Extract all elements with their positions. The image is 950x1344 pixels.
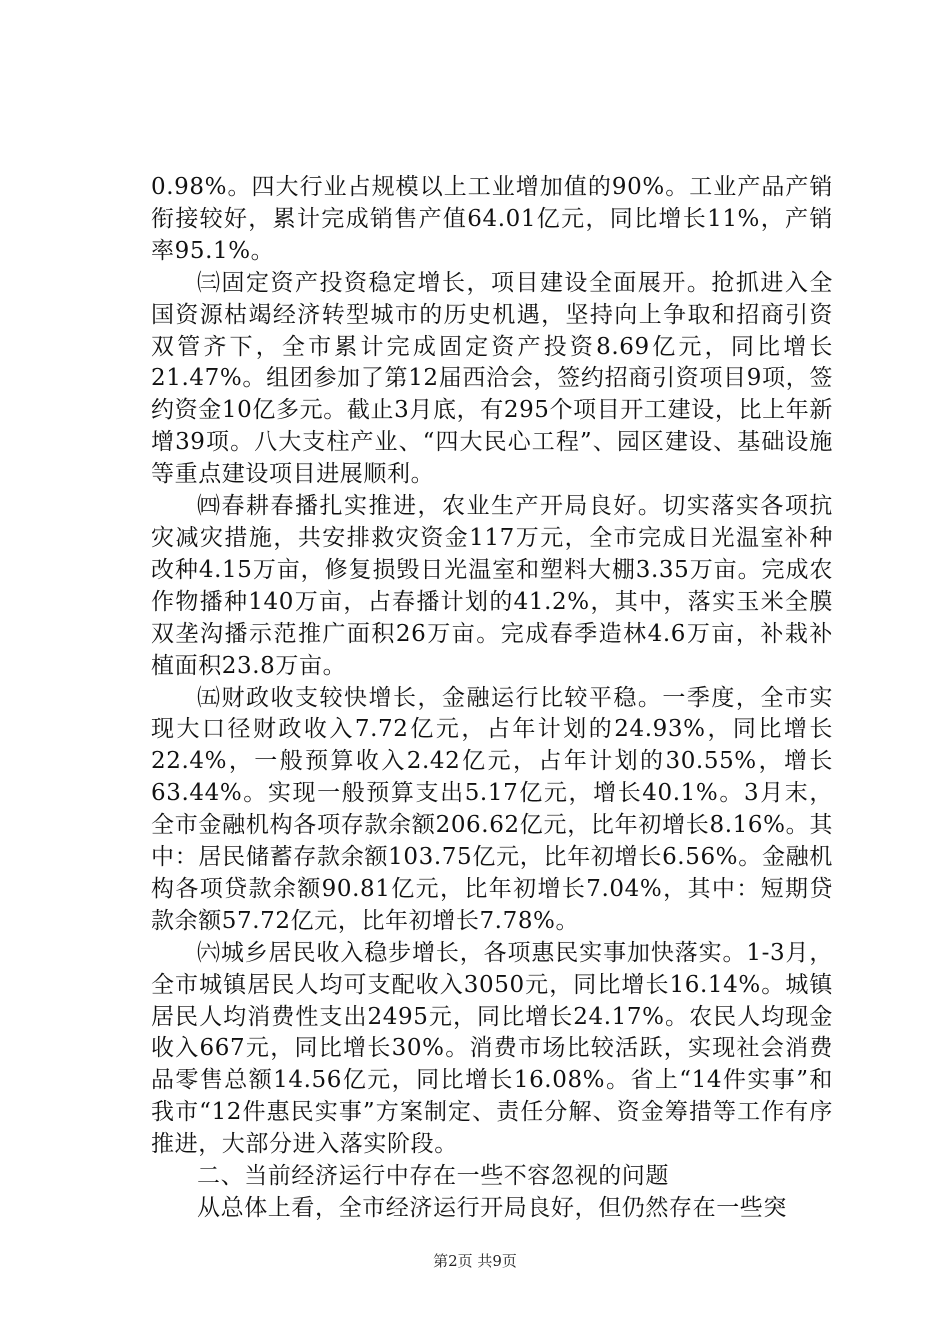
paragraph-resident-income: ㈥城乡居民收入稳步增长，各项惠民实事加快落实。1-3月，全市城镇居民人均可支配收入3050元，同比增长16.14%。城镇居民人均消费性支出2495元，同比增长24.17%。农民人均现金收入667元，同比增长30%。消费市场比较活跃，实现社会消费品零售总额14.56亿元，同比增长16.08%。省上“14件实事”和我市“12件惠民实事”方案制定、责任分解、资金筹措等工作有序推进，大部分进入落实阶段。: [151, 939, 833, 1158]
document-body: [151, 172, 833, 1225]
paragraph-overall: 从总体上看，全市经济运行开局良好，但仍然存在一些突: [197, 1195, 787, 1221]
page-number-footer: 第2页 共9页: [433, 1252, 517, 1270]
paragraph-continuation-industry: 0.98%。四大行业占规模以上工业增加值的90%。工业产品产销衔接较好，累计完成销售产值64.01亿元，同比增长11%，产销率95.1%。: [151, 174, 833, 264]
paragraph-finance: ㈤财政收支较快增长，金融运行比较平稳。一季度，全市实现大口径财政收入7.72亿元，占年计划的24.93%，同比增长22.4%，一般预算收入2.42亿元，占年计划的30.55%，增长63.44%。实现一般预算支出5.17亿元，增长40.1%。3月末，全市金融机构各项存款余额206.62亿元，比年初增长8.16%。其中：居民储蓄存款余额103.75亿元，比年初增长6.56%。金融机构各项贷款余额90.81亿元，比年初增长7.04%，其中：短期贷款余额57.72亿元，比年初增长7.78%。: [151, 684, 833, 934]
paragraph-spring-farming: ㈣春耕春播扎实推进，农业生产开局良好。切实落实各项抗灾减灾措施，共安排救灾资金117万元，全市完成日光温室补种改种4.15万亩，修复损毁日光温室和塑料大棚3.35万亩。完成农作物播种140万亩，占春播计划的41.2%，其中，落实玉米全膜双垄沟播示范推广面积26万亩。完成春季造林4.6万亩，补栽补植面积23.8万亩。: [151, 493, 833, 679]
paragraph-fixed-asset-investment: ㈢固定资产投资稳定增长，项目建设全面展开。抢抓进入全国资源枯竭经济转型城市的历史机遇，坚持向上争取和招商引资双管齐下，全市累计完成固定资产投资8.69亿元，同比增长21.47%。组团参加了第12届西洽会，签约招商引资项目9项，签约资金10亿多元。截止3月底，有295个项目开工建设，比上年新增39项。八大支柱产业、“四大民心工程”、园区建设、基础设施等重点建设项目进展顺利。: [151, 269, 833, 488]
section-heading-problems: 二、当前经济运行中存在一些不容忽视的问题: [197, 1163, 669, 1190]
